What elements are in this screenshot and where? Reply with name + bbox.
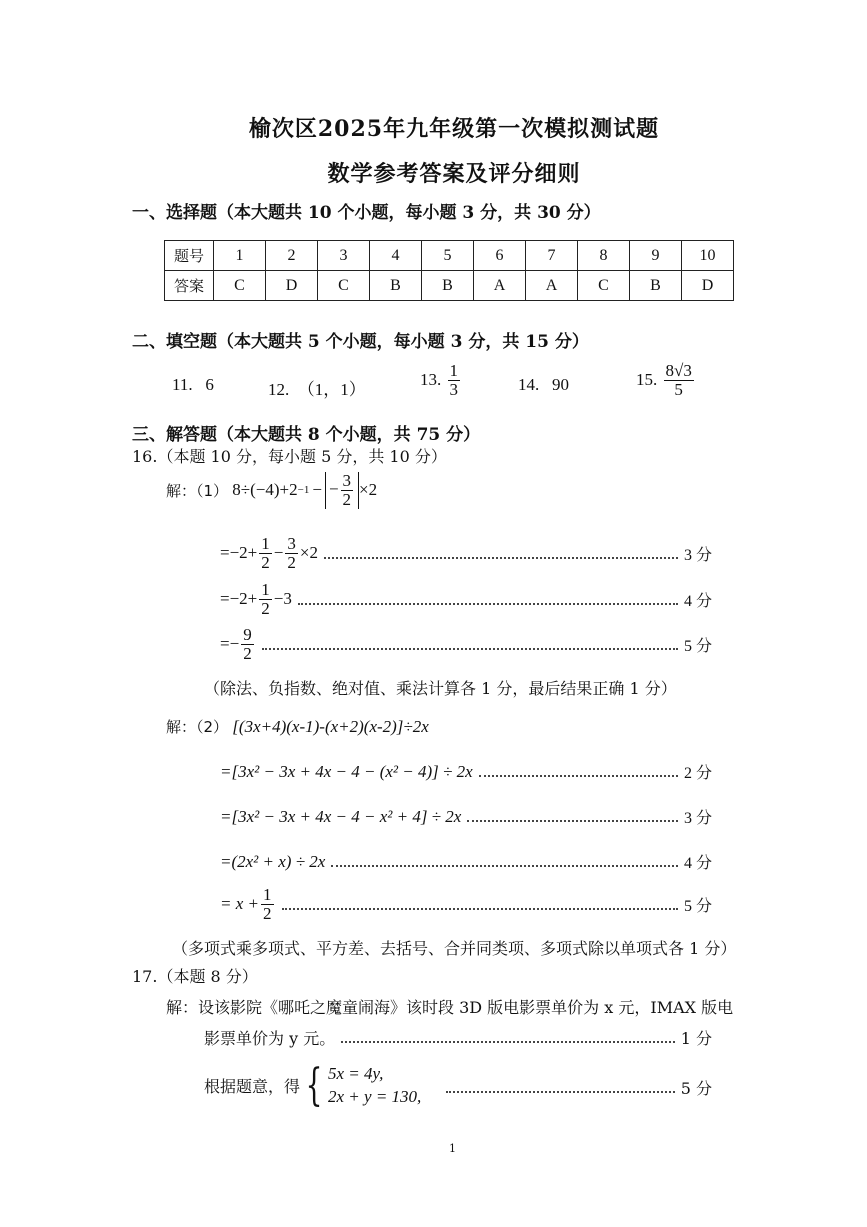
fraction — [285, 535, 298, 572]
q17-equation-system — [204, 1059, 422, 1111]
table-cell: 10 — [682, 241, 734, 271]
expression: [(3x+4)(x-1)-(x+2)(x-2)]÷2x — [232, 717, 429, 736]
fraction-denominator: 2 — [261, 598, 270, 618]
table-cell: D — [682, 271, 734, 301]
fill-answer-11 — [172, 375, 214, 395]
exponent: −1 — [297, 484, 310, 497]
leader-dots — [467, 819, 678, 822]
question-number: 14. — [518, 375, 540, 394]
section-choice-heading: 一、选择题（本大题共 10 个小题，每小题 3 分，共 30 分） — [132, 203, 601, 223]
fraction-numerator: 9 — [243, 625, 252, 644]
table-cell: 2 — [266, 241, 318, 271]
equation: 5x = 4y, — [328, 1064, 384, 1083]
table-cell: 9 — [630, 241, 682, 271]
table-cell: B — [422, 271, 474, 301]
fraction-numerator: 8√3 — [665, 361, 692, 380]
table-cell: C — [318, 271, 370, 301]
leader-dots — [324, 556, 678, 559]
q16-2-expression — [166, 716, 429, 737]
answer-value: （1，1） — [297, 380, 366, 399]
absolute-value — [325, 472, 359, 509]
q16-2-step-3 — [220, 850, 712, 873]
q17-heading: 17.（本题 8 分） — [132, 967, 258, 986]
q17-score-line — [440, 1076, 712, 1099]
leader-dots — [282, 907, 678, 910]
answer-table — [164, 240, 734, 301]
q16-2-step-2 — [220, 805, 712, 828]
fraction-denominator: 2 — [342, 489, 352, 509]
score-points: 5 分 — [683, 897, 712, 915]
fraction — [241, 626, 254, 663]
section-solve-heading: 三、解答题（本大题共 8 个小题，共 75 分） — [132, 425, 481, 445]
score-points: 4 分 — [683, 592, 712, 610]
expression: =[3x² − 3x + 4x − 4 − x² + 4] ÷ 2x — [220, 806, 462, 826]
q16-heading: 16.（本题 10 分，每小题 5 分，共 10 分） — [132, 447, 447, 466]
table-cell: B — [370, 271, 422, 301]
q16-1-scoring-note: （除法、负指数、绝对值、乘法计算各 1 分，最后结果正确 1 分） — [204, 679, 677, 698]
table-cell: B — [630, 271, 682, 301]
score-points: 1 分 — [680, 1029, 712, 1048]
q16-1-step-3 — [220, 626, 712, 663]
fraction-denominator: 2 — [243, 643, 252, 663]
table-row-answers — [165, 271, 734, 301]
document-subtitle: 数学参考答案及评分细则 — [327, 161, 581, 187]
table-cell: C — [214, 271, 266, 301]
solution-label: 解：（1） — [166, 481, 229, 500]
leader-dots — [446, 1090, 675, 1093]
answer-value: 6 — [205, 375, 214, 394]
table-header-answer: 答案 — [165, 271, 214, 301]
q16-2-step-4 — [220, 886, 712, 923]
solution-text: 根据题意，得 — [204, 1077, 301, 1097]
question-number: 12. — [268, 380, 290, 399]
leader-dots — [262, 647, 678, 650]
expression-part: ×2 — [359, 480, 378, 500]
table-cell: 1 — [214, 241, 266, 271]
answer-value: 90 — [552, 375, 569, 394]
expression-part: = x + — [220, 894, 259, 914]
q17-solution-line-1: 解：设该影院《哪吒之魔童闹海》该时段 3D 版电影票单价为 x 元，IMAX 版电 — [166, 998, 734, 1017]
fraction — [261, 886, 274, 923]
expression-part: =−2+ — [220, 589, 258, 609]
q17-solution-line-2 — [204, 1026, 712, 1049]
fraction-denominator: 2 — [261, 552, 270, 572]
expression-part: ×2 — [299, 543, 318, 563]
solution-text: 影票单价为 y 元。 — [204, 1029, 336, 1048]
leader-dots — [298, 602, 678, 605]
fraction — [448, 362, 461, 399]
section-fill-heading: 二、填空题（本大题共 5 个小题，每小题 3 分，共 15 分） — [132, 332, 589, 352]
expression-part: =−2+ — [220, 543, 258, 563]
score-points: 2 分 — [683, 765, 712, 782]
sign: − — [328, 479, 339, 499]
table-cell: A — [474, 271, 526, 301]
expression: =(2x² + x) ÷ 2x — [220, 851, 326, 871]
expression: =[3x² − 3x + 4x − 4 − (x² − 4)] ÷ 2x — [220, 761, 473, 781]
question-number: 15. — [636, 370, 658, 390]
expression-part: =− — [220, 634, 240, 654]
score-points: 4 分 — [683, 855, 712, 872]
leader-dots — [331, 864, 678, 867]
table-cell: 8 — [578, 241, 630, 271]
fill-answer-14 — [518, 375, 569, 395]
fraction — [664, 362, 694, 399]
q16-2-step-1 — [220, 760, 712, 783]
score-points: 5 分 — [680, 1079, 712, 1098]
table-cell: 4 — [370, 241, 422, 271]
fraction-numerator: 3 — [342, 471, 352, 490]
table-cell: C — [578, 271, 630, 301]
document-title: 榆次区2025年九年级第一次模拟测试题 — [248, 116, 660, 142]
q16-1-step-1 — [220, 535, 712, 572]
q16-1-expression — [166, 472, 377, 509]
score-points: 3 分 — [683, 810, 712, 827]
score-points: 3 分 — [683, 546, 712, 564]
fraction-numerator: 1 — [263, 885, 272, 904]
fraction-numerator: 1 — [261, 534, 270, 553]
q16-1-step-2 — [220, 581, 712, 618]
fraction — [259, 535, 272, 572]
q16-2-scoring-note: （多项式乘多项式、平方差、去括号、合并同类项、多项式除以单项式各 1 分） — [172, 939, 737, 958]
leader-dots — [341, 1040, 675, 1043]
table-cell: 5 — [422, 241, 474, 271]
question-number: 11. — [172, 375, 193, 394]
fraction-numerator: 1 — [449, 361, 458, 380]
operator: − — [312, 480, 322, 500]
fraction-denominator: 5 — [674, 379, 683, 399]
fraction-numerator: 3 — [287, 534, 296, 553]
expression-part: 8÷(−4)+2 — [232, 480, 298, 500]
table-cell: A — [526, 271, 578, 301]
table-cell: 7 — [526, 241, 578, 271]
fraction-denominator: 2 — [263, 903, 272, 923]
equations — [328, 1063, 421, 1109]
solution-label: 解：（2） — [166, 718, 229, 736]
fill-answer-13 — [420, 362, 462, 399]
score-points: 5 分 — [683, 637, 712, 655]
fraction — [259, 581, 272, 618]
fraction-numerator: 1 — [261, 580, 270, 599]
fraction — [341, 472, 354, 509]
page-number: 1 — [449, 1142, 456, 1155]
question-number: 13. — [420, 370, 442, 390]
expression-part: −3 — [273, 589, 292, 609]
table-cell: 6 — [474, 241, 526, 271]
table-row-numbers — [165, 241, 734, 271]
left-brace: { — [305, 1059, 323, 1111]
fill-answer-12 — [268, 375, 366, 400]
leader-dots — [479, 774, 678, 777]
equation: 2x + y = 130, — [328, 1086, 422, 1106]
fraction-denominator: 3 — [449, 379, 458, 399]
table-cell: D — [266, 271, 318, 301]
operator: − — [273, 543, 284, 563]
table-cell: 3 — [318, 241, 370, 271]
fill-answer-15 — [636, 362, 696, 399]
fraction-denominator: 2 — [287, 552, 296, 572]
table-header-number: 题号 — [165, 241, 214, 271]
